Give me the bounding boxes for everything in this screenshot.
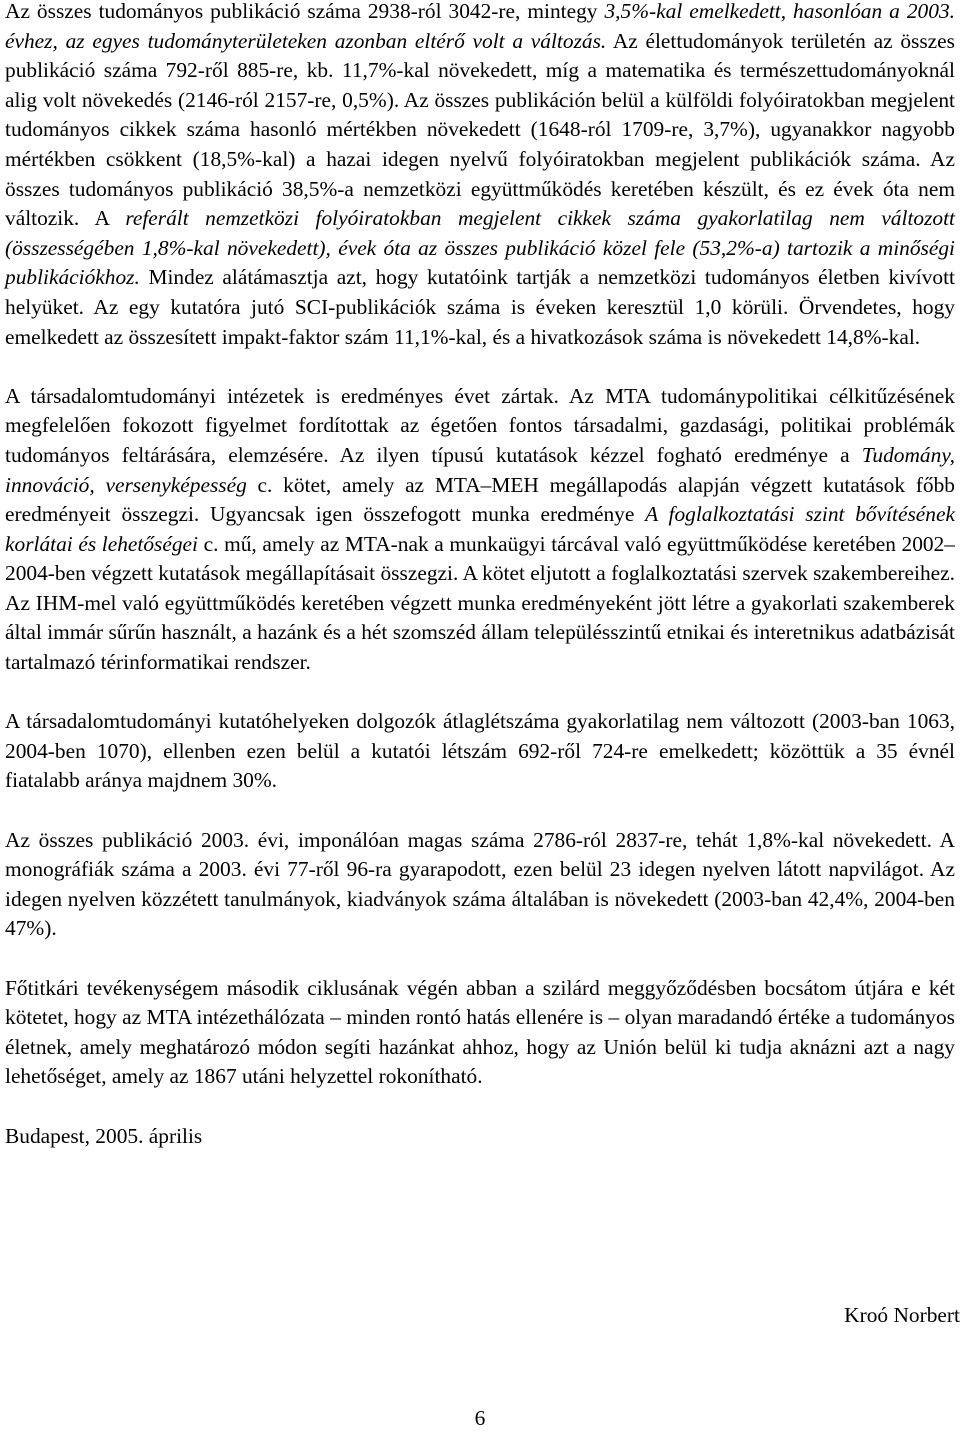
text-segment: Főtitkári tevékenységem második ciklusának végén abban a szilárd meggyőződésben bocsátom útjára e két kötetet, hogy az MTA intézethálózata – minden rontó hatás ellenére is – olyan maradandó értéke a tudományos életnek, amely meghatározó módon segíti hazánkat ahhoz, hogy az Unión belül ki tudja aknázni azt a nagy lehetőséget, amely az 1867 utáni helyzettel rokonítható. [5,975,955,1089]
paragraph [5,382,955,678]
italic-text-segment: referált nemzetközi folyóiratokban megjelent cikkek száma gyakorlatilag nem változott (összességében 1,8%-kal növekedett), évek óta az összes publikáció közel fele (53,2%-a) tartozik a minőségi publikációkhoz. [5,206,955,290]
paragraph [5,707,955,796]
text-segment: A társadalomtudományi kutatóhelyeken dolgozók átlaglétszáma gyakorlatilag nem változott (2003-ban 1063, 2004-ben 1070), ellenben ezen belül a kutatói létszám 692-ről 724-re emelkedett; közöttük a 35 évnél fiatalabb aránya majdnem 30%. [5,709,955,793]
text-segment: Az összes publikáció 2003. évi, imponálóan magas száma 2786-ról 2837-re, tehát 1,8%-kal növekedett. A monográfiák száma a 2003. évi 77-ről 96-ra gyarapodott, ezen belül 23 idegen nyelven látott napvilágot. Az idegen nyelven közzétett tanulmányok, kiadványok száma általában is növekedett (2003-ban 42,4%, 2004-ben 47%). [5,827,955,941]
body-text [5,0,955,1092]
document-page [5,0,955,1151]
page-number: 6 [474,1406,486,1430]
text-segment: Az élettudományok területén az összes publikáció száma 792-ről 885-re, kb. 11,7%-kal növekedett, míg a matematika és természettudományoknál alig volt növekedés (2146-ról 2157-re, 0,5%). Az összes publikáción belül a külföldi folyóiratokban megjelent tudományos cikkek száma hasonló mértékben növekedett (1648-ról 1709-re, 3,7%), ugyanakkor nagyobb mértékben csökkent (18,5%-kal) a hazai idegen nyelvű folyóiratokban megjelent publikációk száma. Az összes tudományos publikáció 38,5%-a nemzetközi együttműködés keretében készült, és ez évek óta nem változik. A [5,28,955,231]
paragraph [5,0,955,352]
text-segment: Mindez alátámasztja azt, hogy kutatóink tartják a nemzetközi tudományos életben kivívott helyüket. Az egy kutatóra jutó SCI-publikációk száma is éveken keresztül 1,0 körüli. Örvendetes, hogy emelkedett az összesített impakt-faktor szám 11,1%-kal, és a hivatkozások száma is növekedett 14,8%-kal. [5,265,955,349]
paragraph [5,974,955,1092]
text-segment: Az összes tudományos publikáció száma 2938-ról 3042-re, mintegy [5,0,605,23]
paragraph [5,826,955,944]
signature: Kroó Norbert [844,1303,960,1327]
text-segment: c. mű, amely az MTA-nak a munkaügyi tárcával való együttműködése keretében 2002–2004-ben végzett kutatások megállapításait összegzi. A kötet eljutott a foglalkoztatási szervek szakembereihez. Az IHM-mel való együttműködés keretében végzett munka eredményeként jött létre a gyakorlati szakemberek által immár sűrűn használt, a hazánk és a hét szomszéd állam településszintű etnikai és interetnikus adatbázisát tartalmazó térinformatikai rendszer. [5,531,955,675]
italic-text-segment: A foglalkoztatási szint bővítésének korlátai és lehetőségei [5,502,955,556]
text-segment: c. kötet, amely az MTA–MEH megállapodás alapján végzett kutatások főbb eredményeit összegzi. Ugyancsak igen összefogott munka eredménye [5,472,955,527]
date-line: Budapest, 2005. április [5,1123,203,1148]
text-segment: A társadalomtudományi intézetek is eredményes évet zártak. Az MTA tudománypolitikai célkitűzésének megfelelően fokozott figyelmet fordítottak az égetően fontos társadalmi, gazdasági, politikai problémák tudományos feltárására, elemzésére. Az ilyen típusú kutatások kézzel fogható eredménye a [5,383,955,467]
italic-text-segment: 3,5%-kal emelkedett, hasonlóan a 2003. évhez, az egyes tudományterületeken azonban eltérő volt a változás. [5,0,955,53]
italic-text-segment: Tudomány, innováció, versenyképesség [5,442,955,497]
